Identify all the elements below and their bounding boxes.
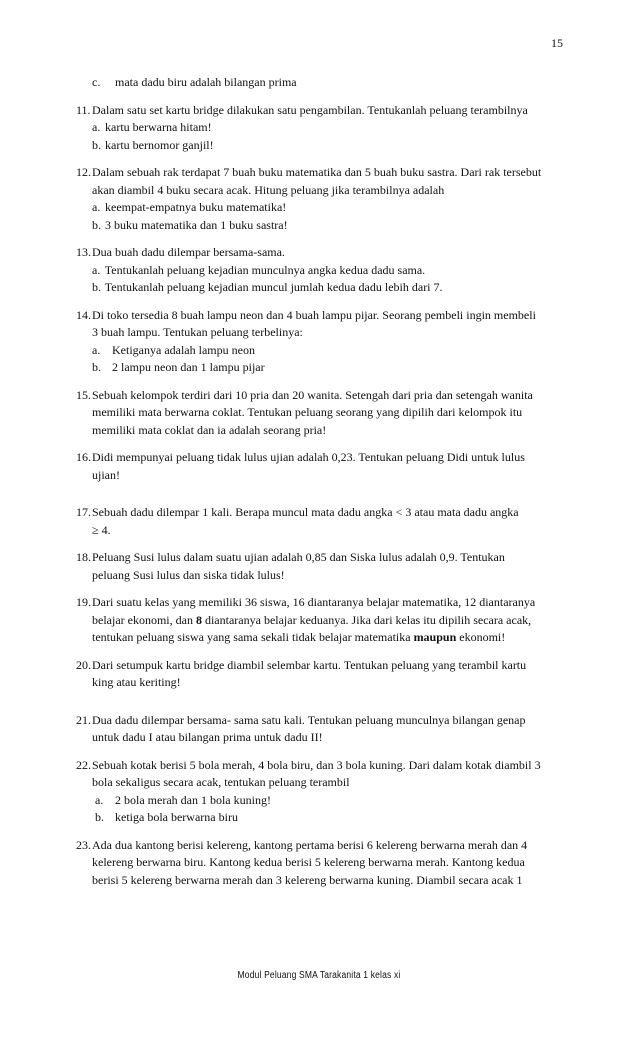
question-19 bbox=[76, 594, 562, 647]
question-text: untuk dadu I atau bilangan prima untuk dadu II! bbox=[92, 730, 323, 744]
question-text: ≥ 4. bbox=[92, 522, 111, 537]
option-b: b. ketiga bola berwarna biru bbox=[95, 810, 238, 824]
option-b: b. Tentukanlah peluang kejadian muncul jumlah kedua dadu lebih dari 7. bbox=[92, 280, 443, 294]
question-18 bbox=[76, 549, 562, 584]
page-number: 15 bbox=[551, 36, 563, 50]
bold-number: 8 bbox=[195, 612, 202, 627]
question-number: 19. bbox=[76, 595, 91, 609]
question-23 bbox=[76, 837, 562, 890]
question-text: bola sekaligus secara acak, tentukan peluang terambil bbox=[92, 775, 350, 789]
question-number: 12. bbox=[76, 165, 91, 179]
question-11 bbox=[76, 102, 562, 155]
question-12 bbox=[76, 164, 562, 234]
question-list bbox=[76, 74, 562, 889]
option-a: a. 2 bola merah dan 1 bola kuning! bbox=[95, 792, 271, 807]
question-number: 20. bbox=[76, 657, 91, 672]
question-13 bbox=[76, 244, 562, 297]
option-a: a. Ketiganya adalah lampu neon bbox=[92, 342, 255, 357]
question-text: Dalam sebuah rak terdapat 7 buah buku matematika dan 5 buah buku sastra. Dari rak tersebut bbox=[92, 165, 542, 179]
option-b: b. kartu bernomor ganjil! bbox=[92, 137, 214, 152]
option-a: a. Tentukanlah peluang kejadian munculnya angka kedua dadu sama. bbox=[92, 262, 426, 277]
question-number: 18. bbox=[76, 550, 91, 564]
question-text: Dari setumpuk kartu bridge diambil selembar kartu. Tentukan peluang yang terambil kartu bbox=[92, 657, 527, 672]
question-text: memiliki mata coklat dan ia adalah seorang pria! bbox=[92, 422, 327, 437]
option-a: a. keempat-empatnya buku matematika! bbox=[92, 200, 287, 214]
question-number: 22. bbox=[76, 757, 91, 772]
option-text: mata dadu biru adalah bilangan prima bbox=[115, 75, 297, 89]
question-16 bbox=[76, 449, 562, 484]
question-text: ujian! bbox=[92, 467, 120, 482]
question-14 bbox=[76, 307, 562, 377]
question-text: Ada dua kantong berisi kelereng, kantong pertama berisi 6 kelereng berwarna merah dan 4 bbox=[92, 837, 528, 852]
question-21 bbox=[76, 712, 562, 747]
question-text: belajar ekonomi, dan 8 diantaranya belajar keduanya. Jika dari kelas itu dipilih secara acak, bbox=[92, 612, 532, 627]
question-17 bbox=[76, 504, 562, 539]
question-22 bbox=[76, 757, 562, 827]
question-text: Sebuah kotak berisi 5 bola merah, 4 bola biru, dan 3 bola kuning. Dari dalam kotak diambil 3 bbox=[92, 757, 541, 772]
question-text: memiliki mata berwarna coklat. Tentukan peluang seorang yang dipilih dari kelompok itu bbox=[92, 405, 523, 419]
option-b: b. 2 lampu neon dan 1 lampu pijar bbox=[92, 360, 265, 374]
question-number: 13. bbox=[76, 245, 91, 259]
question-text: kelereng berwarna biru. Kantong kedua berisi 5 kelereng berwarna merah. Kantong kedua bbox=[92, 855, 525, 869]
question-text: king atau keriting! bbox=[92, 675, 181, 689]
prev-item bbox=[76, 74, 562, 92]
question-text: akan diambil 4 buku secara acak. Hitung peluang jika terambilnya adalah bbox=[92, 182, 445, 197]
question-text: Sebuah dadu dilempar 1 kali. Berapa muncul mata dadu angka < 3 atau mata dadu angka bbox=[92, 505, 519, 519]
question-number: 14. bbox=[76, 307, 91, 322]
question-number: 21. bbox=[76, 712, 91, 727]
question-text: Dua buah dadu dilempar bersama-sama. bbox=[92, 245, 285, 259]
question-text: Sebuah kelompok terdiri dari 10 pria dan 20 wanita. Setengah dari pria dan setengah wanita bbox=[92, 387, 533, 402]
question-text: tentukan peluang siswa yang sama sekali tidak belajar matematika maupun ekonomi! bbox=[92, 630, 506, 644]
option-b: b. 3 buku matematika dan 1 buku sastra! bbox=[92, 217, 288, 232]
question-text: Peluang Susi lulus dalam suatu ujian adalah 0,85 dan Siska lulus adalah 0,9. Tentukan bbox=[92, 550, 505, 564]
question-number: 15. bbox=[76, 387, 91, 402]
question-text: Dua dadu dilempar bersama- sama satu kali. Tentukan peluang munculnya bilangan genap bbox=[92, 712, 526, 727]
question-20 bbox=[76, 657, 562, 692]
page-footer: Modul Peluang SMA Tarakanita 1 kelas xi bbox=[237, 970, 401, 981]
bold-word: maupun bbox=[413, 630, 457, 644]
question-text: Di toko tersedia 8 buah lampu neon dan 4 buah lampu pijar. Seorang pembeli ingin membeli bbox=[92, 307, 536, 322]
question-number: 16. bbox=[76, 450, 91, 464]
question-text: Didi mempunyai peluang tidak lulus ujian adalah 0,23. Tentukan peluang Didi untuk lulus bbox=[92, 450, 525, 464]
question-15 bbox=[76, 387, 562, 440]
question-text: peluang Susi lulus dan siska tidak lulus! bbox=[92, 567, 285, 582]
question-number: 11. bbox=[76, 102, 91, 117]
option-a: a. kartu berwarna hitam! bbox=[92, 120, 212, 134]
question-text: berisi 5 kelereng berwarna merah dan 3 kelereng berwarna kuning. Diambil secara acak 1 bbox=[92, 872, 523, 887]
question-text: 3 buah lampu. Tentukan peluang terbelinya: bbox=[92, 325, 303, 339]
question-text: Dalam satu set kartu bridge dilakukan satu pengambilan. Tentukanlah peluang terambilnya bbox=[92, 102, 528, 117]
question-number: 23. bbox=[76, 837, 91, 852]
question-number: 17. bbox=[76, 505, 91, 519]
question-text: Dari suatu kelas yang memiliki 36 siswa, 16 diantaranya belajar matematika, 12 diantaranya bbox=[92, 595, 536, 609]
option-label: c. bbox=[92, 75, 101, 89]
